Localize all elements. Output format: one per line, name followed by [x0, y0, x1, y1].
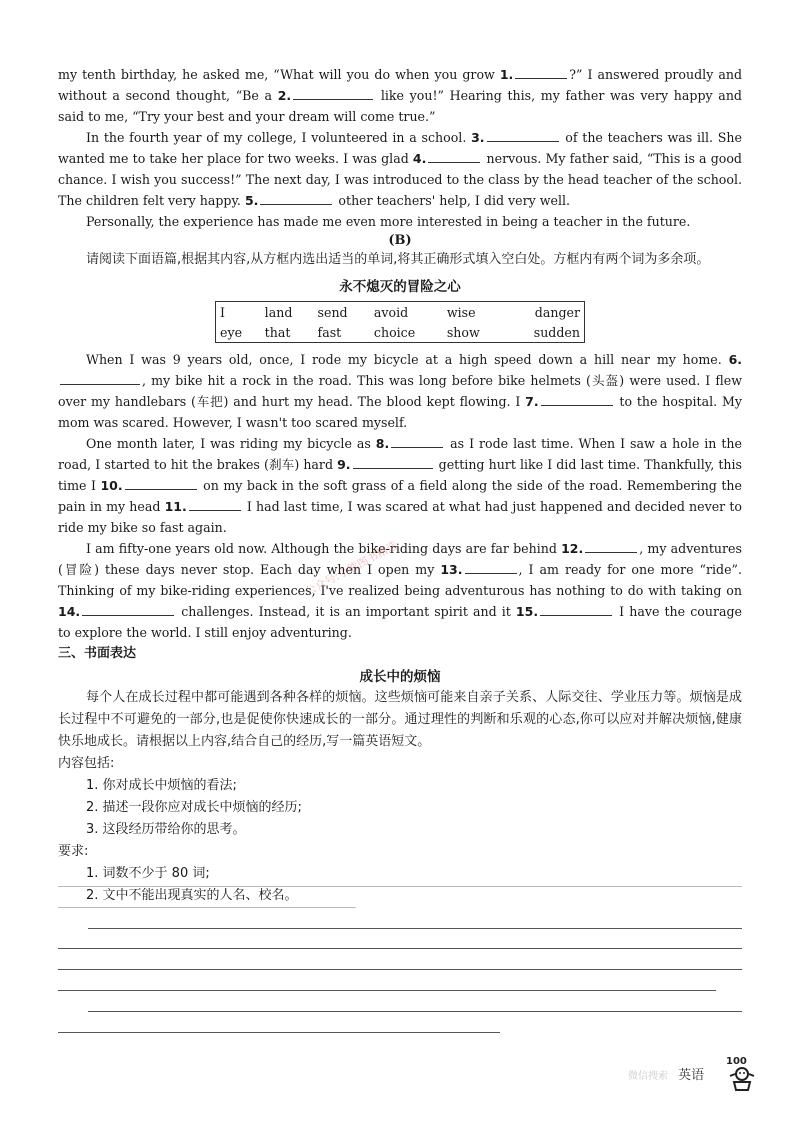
- page-footer: [628, 1064, 704, 1083]
- blank-number-6: 6.: [728, 352, 743, 367]
- word-option: choice: [373, 324, 416, 340]
- passage-b-paragraph-1: When I was 9 years old, once, I rode my bicycle at a high speed down a hill near my home. 6., my bike hit a rock in the road. This was long before bike helmets (头盔) were used. I flew over my handlebars (车把) and hurt my head. The blood kept flowing. I 7. to the hospital. My mom was scared. However, I wasn't too scared myself.: [58, 352, 743, 430]
- passage-a-paragraph-1: my tenth birthday, he asked me, “What will you do when you grow 1. ?” I answered proudly and without a second thought, “Be a 2. like you!” Hearing this, my father was very happy and said to me, “Try your best and your dream will come true.”: [58, 67, 743, 124]
- blank-number-15: 15.: [515, 604, 539, 619]
- word-option: send: [317, 304, 348, 320]
- content-item: 1. 你对成长中烦恼的看法;: [86, 778, 237, 793]
- writing-intro: 每个人在成长过程中都可能遇到各种各样的烦恼。这些烦恼可能来自亲子关系、人际交往、学业压力等。烦恼是成长过程中不可避免的一部分,也是促使你快速成长的一部分。通过理性的判断和乐观的心态,你可以应对并解决烦恼,健康快乐地成长。请根据以上内容,结合自己的经历,写一篇英语短文。: [58, 690, 742, 749]
- writing-line[interactable]: [58, 886, 742, 887]
- answer-blank-5[interactable]: [260, 192, 332, 205]
- writing-section-heading: 三、书面表达: [58, 646, 137, 661]
- passage-b-title: 永不熄灭的冒险之心: [339, 279, 461, 295]
- answer-blank-1[interactable]: [515, 66, 567, 79]
- word-option: that: [264, 324, 291, 340]
- blank-number-1: 1.: [499, 67, 514, 82]
- content-label: 内容包括:: [58, 756, 115, 771]
- word-option: danger: [534, 304, 580, 320]
- word-option: wise: [446, 304, 476, 320]
- answer-blank-8[interactable]: [391, 435, 443, 448]
- answer-blank-9[interactable]: [353, 456, 433, 469]
- word-box-row: [216, 322, 585, 343]
- writing-line[interactable]: [58, 907, 356, 908]
- answer-blank-15[interactable]: [540, 603, 612, 616]
- blank-number-8: 8.: [375, 436, 390, 451]
- word-option: eye: [220, 324, 243, 340]
- word-option: fast: [317, 324, 342, 340]
- blank-number-9: 9.: [337, 457, 351, 472]
- writing-line[interactable]: [88, 1011, 742, 1012]
- word-box: [215, 301, 585, 343]
- blank-number-12: 12.: [561, 541, 584, 556]
- subject-label: 英语: [678, 1068, 705, 1083]
- blank-number-2: 2.: [277, 88, 292, 103]
- section-b-label: (B): [388, 233, 412, 248]
- blank-number-7: 7.: [525, 394, 539, 409]
- blank-number-10: 10.: [100, 478, 123, 493]
- answer-blank-12[interactable]: [585, 540, 637, 553]
- passage-a-paragraph-3: Personally, the experience has made me even more interested in being a teacher in the future.: [86, 214, 691, 229]
- passage-b-paragraph-2: One month later, I was riding my bicycle as 8. as I rode last time. When I saw a hole in the road, I started to hit the brakes (刹车) hard 9. getting hurt like I did last time. Thankfully, this time I 10. on my back in the soft grass of a field along the side of the road. Remembering the pain in my head 11. I had last time, I was scared at what had just happened and decided never to ride my bike so fast again.: [58, 436, 742, 535]
- word-option: I: [220, 304, 225, 320]
- answer-blank-3[interactable]: [487, 129, 559, 142]
- answer-blank-7[interactable]: [541, 393, 613, 406]
- writing-line[interactable]: [58, 969, 742, 970]
- passage-a-paragraph-2: In the fourth year of my college, I volunteered in a school. 3. of the teachers was ill. She wanted me to take her place for two weeks. I was glad 4. nervous. My father said, “This is a good chance. I wish you success!” The next day, I was introduced to the class by the head teacher of the school. The children felt very happy. 5. other teachers' help, I did very well.: [58, 130, 742, 208]
- svg-text:100: 100: [726, 1056, 747, 1067]
- requirement-item: 2. 文中不能出现真实的人名、校名。: [86, 888, 298, 903]
- blank-number-14: 14.: [58, 604, 81, 619]
- word-option: sudden: [533, 324, 580, 340]
- answer-blank-11[interactable]: [189, 498, 241, 511]
- writing-line[interactable]: [58, 948, 742, 949]
- blank-number-13: 13.: [440, 562, 463, 577]
- writing-line[interactable]: [58, 1032, 500, 1033]
- answer-blank-10[interactable]: [125, 477, 197, 490]
- answer-blank-6[interactable]: [60, 372, 140, 385]
- answer-blank-2[interactable]: [293, 87, 373, 100]
- content-item: 2. 描述一段你应对成长中烦恼的经历;: [86, 800, 302, 815]
- blank-number-11: 11.: [164, 499, 187, 514]
- mascot-logo-icon: [724, 1052, 760, 1092]
- answer-blank-14[interactable]: [82, 603, 174, 616]
- writing-title: 成长中的烦恼: [359, 669, 441, 685]
- writing-line[interactable]: [58, 990, 716, 991]
- requirement-item: 1. 词数不少于 80 词;: [86, 866, 210, 881]
- requirements-label: 要求:: [58, 844, 89, 859]
- worksheet-page: [58, 64, 742, 907]
- blank-number-3: 3.: [471, 130, 485, 145]
- word-option: land: [264, 304, 293, 320]
- answer-blank-4[interactable]: [428, 150, 480, 163]
- passage-b-paragraph-3: I am fifty-one years old now. Although the bike-riding days are far behind 12. , my adventures (冒险) these days never stop. Each day when I open my 13. , I am ready for one more “ride”. Thinking of my bike-riding experiences, I've realized being adventurous has nothing to do with taking on 14. challenges. Instead, it is an important spirit and it 15. I have the courage to explore the world. I still enjoy adventuring.: [58, 541, 742, 640]
- word-box-row: [216, 302, 585, 323]
- blank-number-5: 5.: [244, 193, 259, 208]
- answer-blank-13[interactable]: [465, 561, 517, 574]
- word-option: avoid: [373, 304, 409, 320]
- content-item: 3. 这段经历带给你的思考。: [86, 822, 246, 837]
- blank-number-4: 4.: [412, 151, 427, 166]
- writing-line[interactable]: [88, 928, 742, 929]
- word-option: show: [446, 324, 480, 340]
- section-b-instruction: 请阅读下面语篇,根据其内容,从方框内选出适当的单词,将其正确形式填入空白处。方框内有两个词为多余项。: [86, 252, 710, 267]
- footer-faint-text: 微信搜索: [628, 1071, 668, 1082]
- watermark: 公众号:小熊图书精选: [303, 538, 400, 599]
